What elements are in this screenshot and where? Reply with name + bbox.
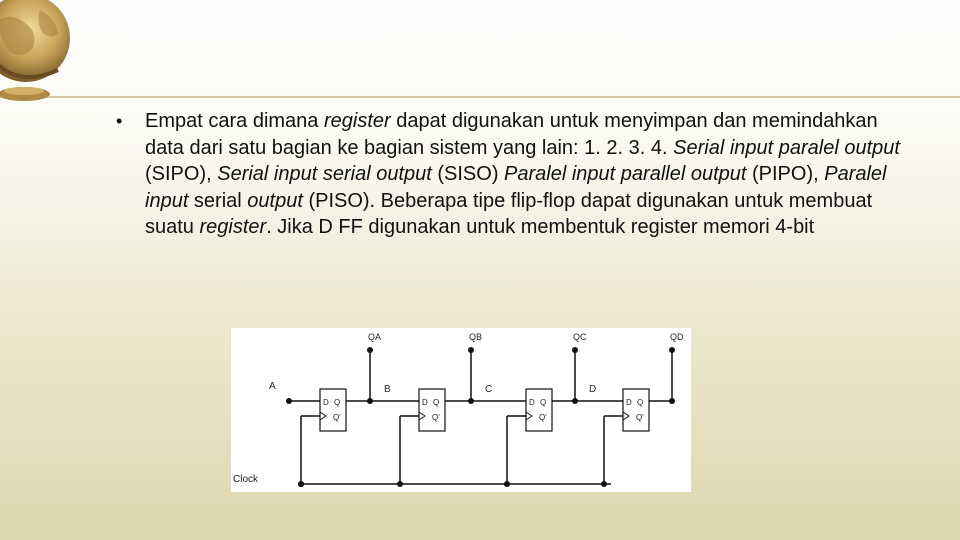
junction-dot [504, 481, 510, 487]
input-label-a: A [269, 381, 276, 392]
junction-dot [572, 347, 578, 353]
ff-pin-d: D [323, 398, 329, 407]
bullet-segment: (SISO) [431, 163, 505, 185]
bullet-segment: register [323, 110, 391, 132]
header-divider [0, 96, 960, 98]
bullet-segment: Serial input paralel output [673, 136, 900, 159]
bullet-segment: (SIPO), [145, 163, 218, 185]
flip-flop-3 [526, 389, 552, 431]
junction-dot [601, 481, 607, 487]
output-label-qa: QA [368, 332, 382, 342]
bullet-segment: . Jika D FF digunakan untuk membentuk register memori 4-bit [266, 216, 815, 238]
shift-register-diagram [231, 328, 691, 492]
globe-icon [0, 0, 78, 110]
ff-pin-qbar: Q' [539, 413, 547, 422]
output-label-qb: QB [469, 332, 483, 342]
bullet-segment: dapat digunakan untuk menyimpan dan memindahkan data dari satu bagian ke bagian sistem yang lain: 1. 2. 3. 4. [145, 110, 878, 159]
ff-pin-qbar: Q' [333, 413, 341, 422]
node-label: B [384, 384, 391, 395]
bullet-segment: Empat cara dimana [145, 110, 324, 132]
ff-pin-d: D [529, 398, 535, 407]
bullet-item [116, 108, 916, 241]
bullet-segment: (PIPO), [746, 163, 825, 185]
ff-pin-q: Q [433, 398, 440, 407]
bullet-segment: Paralel input parallel output [504, 163, 747, 185]
junction-dot [669, 398, 675, 404]
junction-dot [298, 481, 304, 487]
ff-pin-qbar: Q' [432, 413, 440, 422]
junction-dot [397, 481, 403, 487]
ff-pin-d: D [422, 398, 428, 407]
junction-dot [367, 347, 373, 353]
bullet-segment: register [199, 216, 267, 238]
output-label-qc: QC [573, 332, 587, 342]
bullet-segment: Paralel input [145, 163, 887, 212]
bullet-text [145, 108, 916, 241]
junction-dot [669, 347, 675, 353]
node-label: D [589, 384, 597, 395]
clock-label: Clock [233, 474, 259, 485]
bullet-segment: Serial input serial output [217, 163, 432, 185]
flip-flop-1 [320, 389, 346, 431]
bullet-segment: output [247, 189, 303, 212]
flip-flop-4 [623, 389, 649, 431]
ff-pin-q: Q [334, 398, 341, 407]
ff-pin-d: D [626, 398, 632, 407]
bullet-marker: • [116, 111, 123, 131]
ff-pin-qbar: Q' [636, 413, 644, 422]
output-label-qd: QD [670, 332, 684, 342]
flip-flop-2 [419, 389, 445, 431]
ff-pin-q: Q [637, 398, 644, 407]
junction-dot [468, 347, 474, 353]
ff-pin-q: Q [540, 398, 547, 407]
bullet-segment: (PISO). Beberapa tipe flip-flop dapat digunakan untuk membuat suatu [145, 189, 873, 238]
bullet-segment: serial [188, 189, 248, 212]
header-band [0, 0, 960, 96]
node-label: C [485, 384, 493, 395]
circuit-svg [231, 328, 691, 492]
